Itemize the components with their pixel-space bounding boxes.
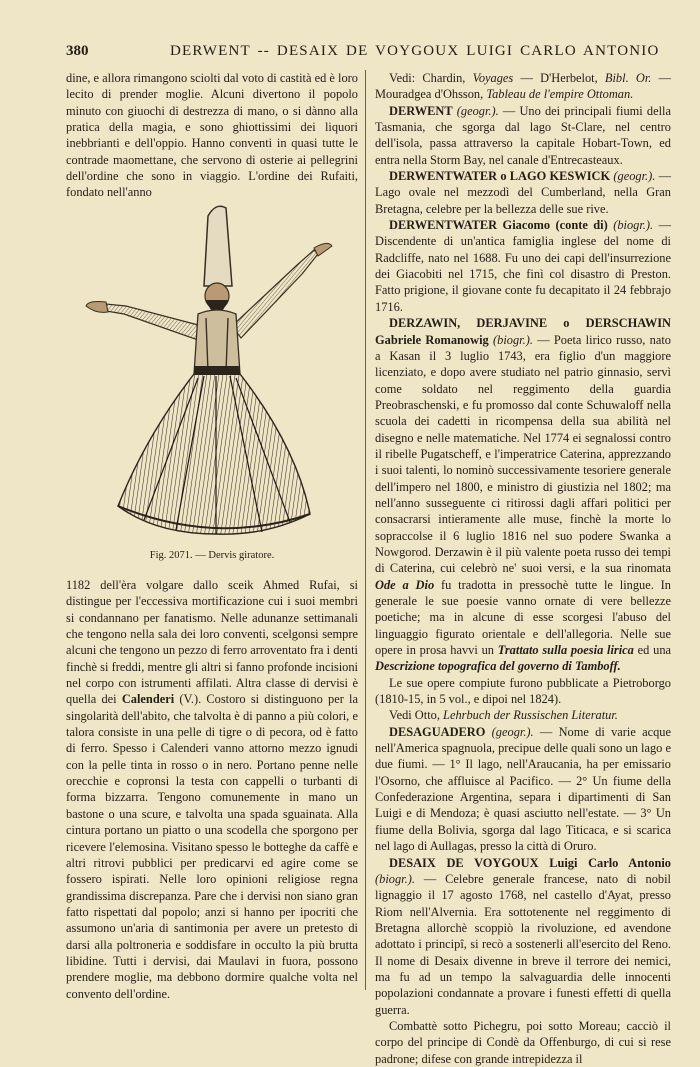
entry-derzawin <box>375 315 671 675</box>
entry-derwent <box>375 103 671 168</box>
page-number: 380 <box>66 43 89 59</box>
whirling-dervish-illustration <box>66 196 358 546</box>
text-run: Vedi Otto, <box>389 708 444 723</box>
entry-derwentwater-giacomo <box>375 217 671 315</box>
paragraph <box>375 707 671 723</box>
entry-category: (biogr.). <box>375 871 415 886</box>
work-title: Trattato sulla poesia lirica <box>497 643 634 658</box>
right-column <box>375 70 671 1067</box>
entry-headword: DESAGUADERO <box>389 724 486 739</box>
entry-text: ed una <box>633 643 672 658</box>
book-title: Bibl. Or. <box>604 71 652 85</box>
entry-derwentwater-lake <box>375 168 671 217</box>
left-column-bottom <box>66 577 358 1002</box>
entry-category: (biogr.). <box>613 218 654 233</box>
paragraph <box>66 577 358 1002</box>
term-calenderi: Calenderi <box>121 692 175 707</box>
entry-headword: DESAIX DE VOYGOUX Luigi Carlo Antonio <box>389 855 671 870</box>
book-title: Tableau de l'empire Ottoman. <box>486 87 634 102</box>
entry-category: (geogr.). <box>613 169 656 184</box>
work-title: Descrizione topografica del governo di Tamboff. <box>375 659 621 674</box>
page-header <box>66 43 676 63</box>
figure-caption: Fig. 2071. — Dervis giratore. <box>149 550 275 561</box>
entry-desaguadero <box>375 724 671 855</box>
running-title: DERWENT -- DESAIX DE VOYGOUX LUIGI CARLO ANTONIO <box>170 43 660 59</box>
references-paragraph <box>375 70 671 103</box>
figure-dervish <box>66 196 358 566</box>
text-run: — Mouradgea d'Ohsson, <box>375 71 672 102</box>
entry-category: (biogr.). <box>493 332 533 347</box>
text-run: 1182 dell'èra volgare dallo sceik Ahmed Rufai, si distingue per l'eccessiva mortificazione cui i suoi membri si condannano per fanatismo. Nelle adunanze settimanali che tengono nella sala dei loro conventi, scelgonsi sempre alcuni che tengono un pezzo di ferro arroventato fra i denti finchè si freddi, mentre gli altri si fanno profonde incisioni nel corpo con istrumenti affilati. Altra classe di dervisi è quella dei <box>66 578 358 707</box>
paragraph: dine, e allora rimangono sciolti dal voto di castità ed è loro lecito di prender moglie. Alcuni divertono il popolo minuto con giuochi di destrezza di mano, o si dànno alla pratica della magia, e sono ghiottissimi dei liquori inebbrianti e dell'oppio. Hanno conventi in quasi tutte le contrade maomettane, che servono di osterie ai pellegrini dell'ordine che sono in viaggio. L'ordine dei Rufaiti, fondato nell'anno <box>66 71 358 200</box>
book-title: Lehrbuch der Russischen Literatur. <box>443 708 618 723</box>
entry-text: — Celebre generale francese, nato di nobil lignaggio il 17 agosto 1768, nel castello d'Ayat, presso Riom nell'Alvernia. Era sottotenente nel reggimento di Bretagna allorchè scoppiò la rivoluzione, ed avendone adottato i principî, si recò a sostenerli all'esercito del Reno. Il nome di Desaix divenne in breve il terrore dei nemici, ma fu ad un tempo la salvaguardia delle innocenti popolazioni condannate a provare i funesti effetti di quella guerra. <box>375 871 671 1017</box>
entry-text: — Poeta lirico russo, nato a Kasan il 3 luglio 1743, era figlio d'un maggiore licenziato, e dopo avere studiato nel patrio ginnasio, servì come soldato nel reggimento della guardia Preobraschenski, e fu promosso dal conte Schuwaloff nella scuola dei cadetti in ricompensa della sua abilità nel disegno e nelle matematiche. Nel 1774 ei segnalossi contro il ribelle Pugatscheff, e l'imperatrice Caterina, apprezzando i suoi talenti, lo nominò successivamente tesoriere generale dell'impero nel 1800, e ministro di giustizia nel 1802; ma nell'anno susseguente ci ritirossi dagli affari politici per consacrarsi intieramente alle muse, finchè la morte lo sopraccolse il 6 luglio 1816 nel suo podere Swanka a Nowgorod. Derzawin è il più valente poeta russo dei tempi di Caterina, cui celebrò ne' suoi versi, e la sua rinomata <box>375 332 671 576</box>
entry-headword: DERWENT <box>389 103 453 118</box>
entry-text: fu tradotta in pressochè tutte le lingue. In generale le sue poesie vanno ornate di vere bellezze poetiche; ma in alcune di esse scorgesi l'abuso del linguaggio figurato orientale e dell'allegoria. Nelle sue opere in prosa havvi un <box>375 577 671 658</box>
left-column-top <box>66 70 358 201</box>
entry-text: — Uno dei principali fiumi della Tasmania, che sgorga dal lago St-Clare, nel centro dell'isola, passa attraverso la capitale Hobart-Town, ed entra nella Storm Bay, nel canale d'Entrecasteaux. <box>375 103 671 167</box>
entry-text: — Lago ovale nel mezzodì del Cumberland, nella Gran Bretagna, celebre per la bellezza delle sue rive. <box>375 169 671 216</box>
entry-desaix <box>375 855 671 1018</box>
text-run: — D'Herbelot, <box>513 71 605 85</box>
column-divider <box>365 70 366 990</box>
entry-headword: DERZAWIN, DERJAVINE o DERSCHAWIN Gabriele Romanowig <box>375 316 671 347</box>
entry-category: (geogr.). <box>491 724 534 739</box>
work-title: Ode a Dio <box>375 577 435 592</box>
entry-text: — Discendente di un'antica famiglia inglese del nome di Radcliffe, nato nel 1688. Fu uno dei capi dell'insurrezione dei Giacobiti nel 1715, che finì col disastro di Preston. Fatto prigione, il giovane conte fu decapitato il 24 febbrajo 1716. <box>375 218 671 314</box>
paragraph: Combattè sotto Pichegru, poi sotto Moreau; cacciò il corpo del principe di Condè da Offenburgo, di cui si rese padrone; difese con grande intrepidezza il <box>375 1018 671 1066</box>
entry-text: — Nome di varie acque nell'America spagnuola, precipue delle quali sono un lago e due fiumi. — 1° Il lago, nell'Araucania, ha per emissario l'Osorno, che affluisce al Pacifico. — 2° Un fiume della Confederazione Argentina, separa i dipartimenti di San Luigi e di Mendoza; è quasi asciutto nell'estate. — 3° Un fiume della Bolivia, sgorga dal lago Titicaca, e si scarica nel lago di Aullagas, presso la città di Oruro. <box>375 724 671 854</box>
paragraph: Le sue opere compiute furono pubblicate a Pietroborgo (1810-15, in 5 vol., e dipoi nel 1824). <box>375 675 671 707</box>
entry-headword: DERWENTWATER o LAGO KESWICK <box>389 169 611 184</box>
entry-category: (geogr.). <box>456 103 499 118</box>
text-run: (V.). Costoro si distinguono per la singolarità dell'abito, che talvolta è di panno a più colori, e talora consiste in una pelle di tigre o di pecora, od è fatto di ferro. Spesso i Calenderi vanno attorno mezzo ignudi con la pelle tinta in rosso o in nero. Portano penne nelle orecchie e copronsi la testa con cappelli o turbanti di forma bizzarra. Tengono comunemente in mano un bastone o una scure, e talvolta una spada sguainata. Alla cintura portano un piatto o una scodella che sporgono per ricevere l'elemosina. Visitano spesso le botteghe da caffè e altri ritrovi pubblici per predicarvi ed agire come se fossero ispirati. Nelle loro opinioni religiose regna grandissima discrepanza. Pare che i dervisi non siano gran fatto rispettati dal popolo; anzi si hanno per ipocriti che assumono un'aria di santimonia per avere un pretesto di darsi alla poltroneria e soddisfare in occulto la più brutta libidine. Tutti i dervisi, dai Maulavi in fuora, possono prendere moglie, ma debbono dormire qualche volta nel convento dell'ordine. <box>66 692 359 1001</box>
entry-headword: DERWENTWATER Giacomo (conte di) <box>389 218 608 233</box>
text-run: Vedi: Chardin, <box>389 71 473 85</box>
book-title: Voyages <box>472 71 514 85</box>
